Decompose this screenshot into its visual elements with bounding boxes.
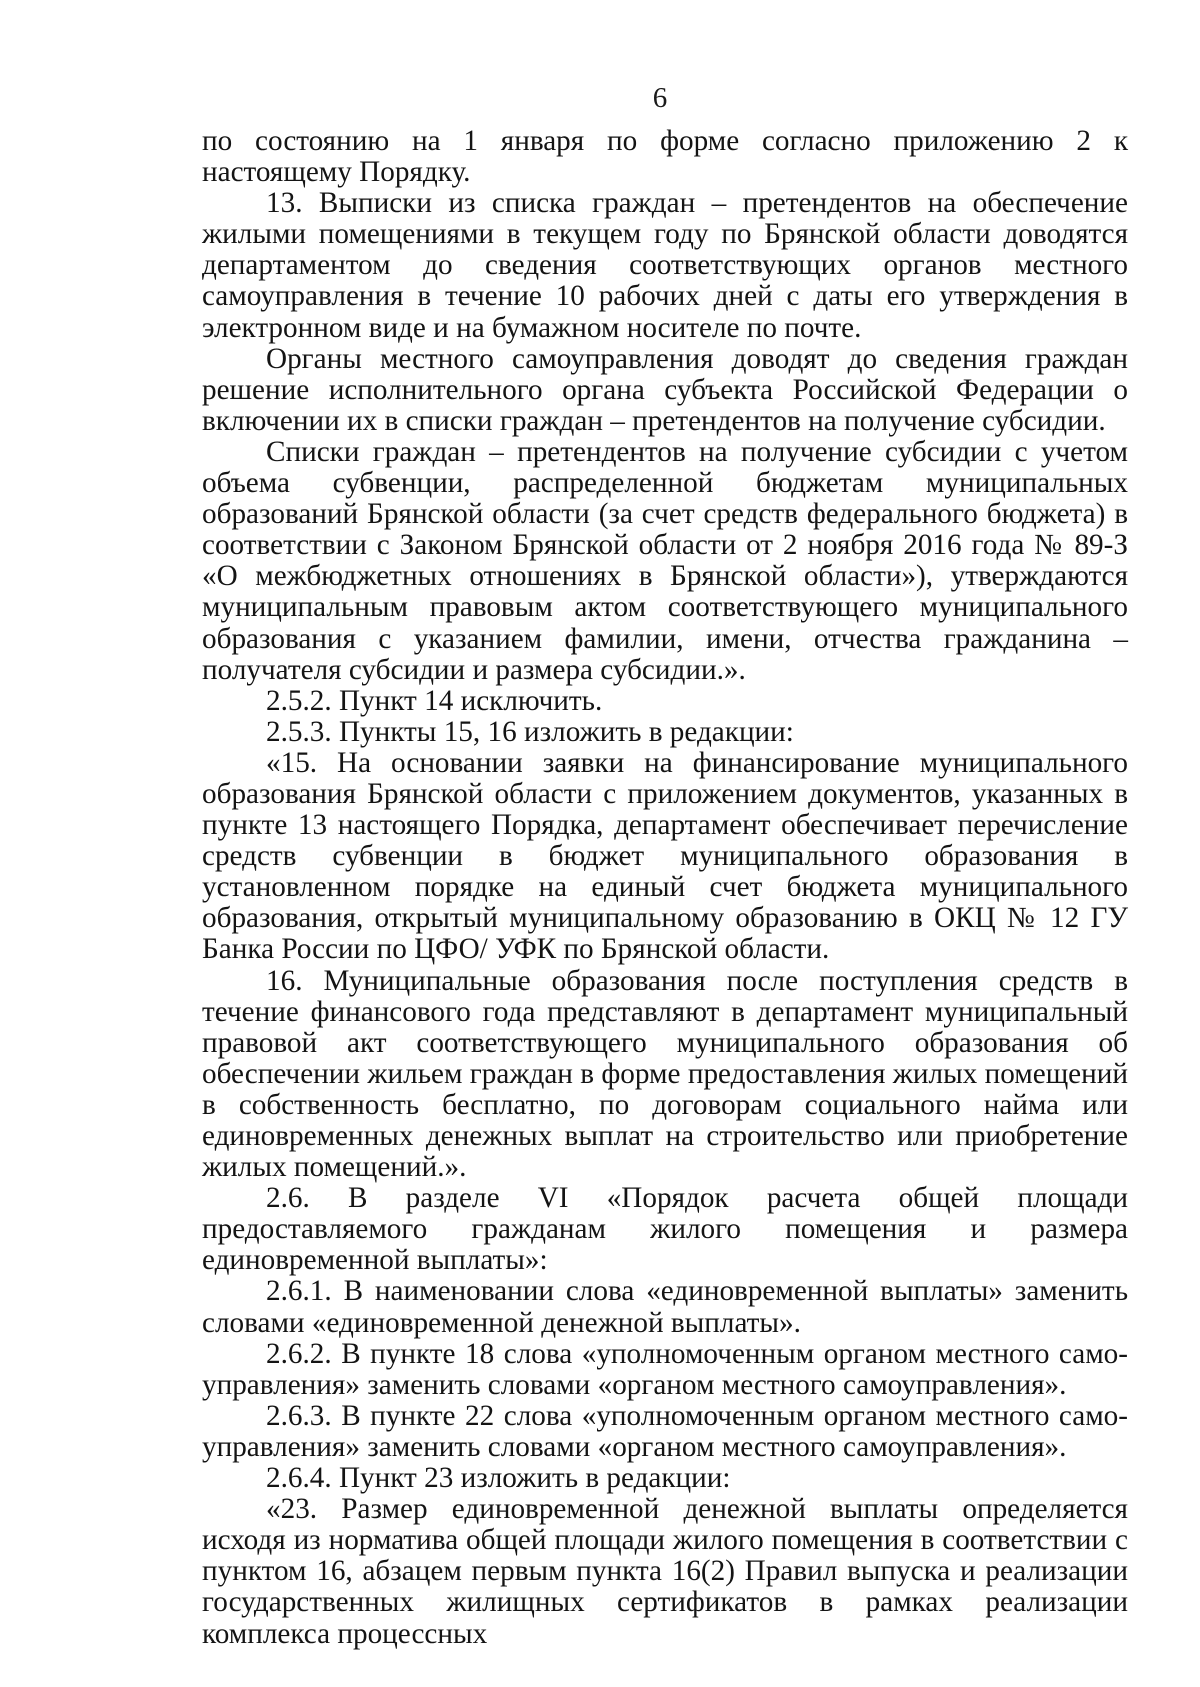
paragraph: по состоянию на 1 января по форме согласно приложению 2 к настоящему Порядку. xyxy=(202,125,1128,189)
paragraph: 2.6. В разделе VI «Порядок расчета общей площади предоставляемого гражданам жилого помещения и размера единовременной выплаты»: xyxy=(202,1182,1128,1277)
paragraph: Списки граждан – претендентов на получение субсидии с учетом объема субвенции, распределенной бюджетам муниципальных образований Брянской области (за счет средств федерального бюджета) в соответствии с Законом Брянской области от 2 ноября 2016 года № 89-З «О межбюджетных отношениях в Брянской области»), утверждаются муниципальным правовым актом соответствующего муниципального образования с указанием фамилии, имени, отчества гражданина – получателя субсидии и размера субсидии.». xyxy=(202,435,1128,686)
paragraph: «23. Размер единовременной денежной выплаты определяется исходя из норматива общей площади жилого помещения в соответствии с пунктом 16, абзацем первым пункта 16(2) Правил выпуска и реализации государственных жилищных сертификатов в рамках реализации комплекса процессных xyxy=(202,1493,1128,1650)
paragraph: Органы местного самоуправления доводят до сведения граждан решение исполнительного органа субъекта Российской Федерации о включении их в списки граждан – претендентов на получение субсидии. xyxy=(202,342,1128,437)
page-number: 6 xyxy=(652,82,668,114)
paragraph: 2.6.4. Пункт 23 изложить в редакции: xyxy=(266,1462,731,1495)
paragraph: «15. На основании заявки на финансирование муниципального образования Брянской области с приложением документов, указанных в пункте 13 настоящего Порядка, департамент обеспечивает перечисление средств субвенции в бюджет муниципального образования в установленном порядке на единый счет бюджета муниципального образования, открытый муниципальному образованию в ОКЦ № 12 ГУ Банка России по ЦФО/ УФК по Брянской области. xyxy=(202,746,1128,966)
paragraph: 13. Выписки из списка граждан – претендентов на обеспечение жилыми помещениями в текущем году по Брянской области доводятся департаментом до сведения соответствующих органов местного самоуправления в течение 10 рабочих дней с даты его утверждения в электронном виде и на бумажном носителе по почте. xyxy=(202,187,1128,344)
paragraph: 16. Муниципальные образования после поступления средств в течение финансового года представляют в департамент муниципальный правовой акт соответствующего муниципального образования об обеспечении жильем граждан в форме предоставления жилых помещений в собственность бесплатно, по договорам социального найма или единовременных денежных выплат на строительство или приобретение жилых помещений.». xyxy=(202,964,1128,1184)
paragraph: 2.5.2. Пункт 14 исключить. xyxy=(266,684,603,717)
paragraph: 2.5.3. Пункты 15, 16 изложить в редакции: xyxy=(266,715,794,748)
paragraph: 2.6.2. В пункте 18 слова «уполномоченным органом местного самоуправления» заменить словами «органом местного самоуправления». xyxy=(202,1337,1128,1401)
paragraph: 2.6.3. В пункте 22 слова «уполномоченным органом местного самоуправления» заменить словами «органом местного самоуправления». xyxy=(202,1399,1128,1463)
document-body xyxy=(202,126,1128,1650)
paragraph: 2.6.1. В наименовании слова «единовременной выплаты» заменить словами «единовременной денежной выплаты». xyxy=(202,1275,1128,1339)
